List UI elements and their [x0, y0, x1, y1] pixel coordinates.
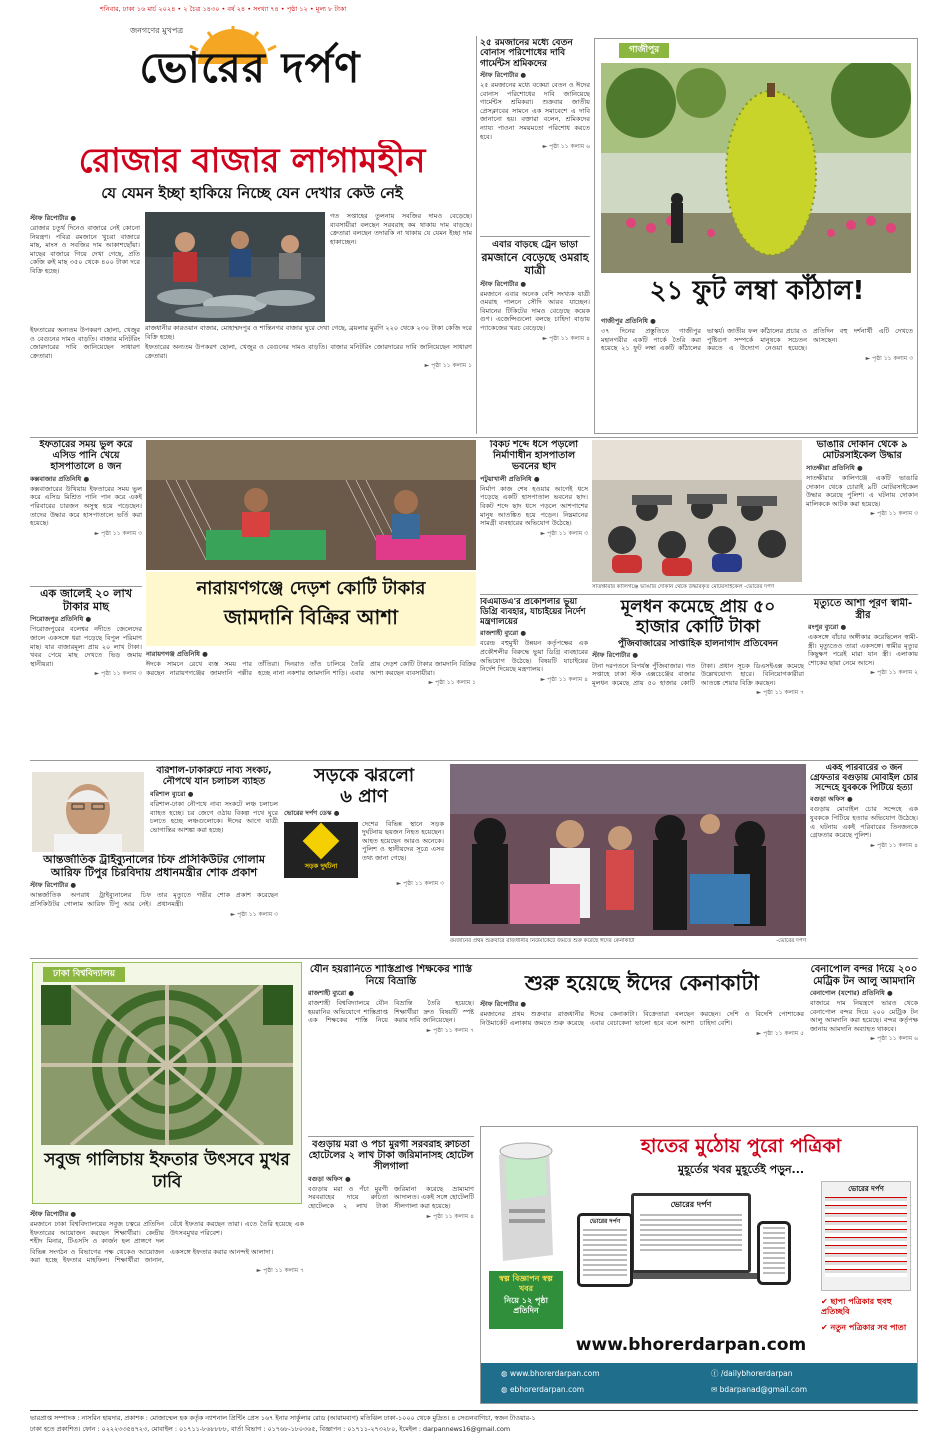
tablet-icon — [577, 1213, 633, 1287]
section-rule — [30, 437, 918, 438]
ad-subhead: মুহূর্তের খবর মুহূর্তেই পড়ুন... — [677, 1163, 805, 1176]
phone-icon — [757, 1221, 791, 1285]
ad-social-fb-text: /dailybhorerdarpan — [720, 1369, 793, 1378]
footer — [30, 1414, 918, 1448]
eid-shop-text: রমজানের প্রথম শুক্রবার রাজধানীর নিউমার্কেট এলাকায় জমতে শুরু করেছে ঈদের কেনাকাটা। বিক্রেতারা বলছেন এবার বেচাকেনা ভালো হবে বলে আশা করছেন। দেশি ও বিদেশি পোশাকের চাহিদা বেশি। — [480, 1010, 804, 1027]
lead-text-1: রোজার চতুর্থ দিনেও বাজারে নেই কোনো নিয়ন্ত্রণ। পবিত্র রমজানে খুচরা বাজারে মাছ, মাংস ও সবজির দাম আকাশছোঁয়া। মাছের বাজারে গিয়ে দেখা গেছে, প্রতি কেজি রুই মাছ ৩৫০ থেকে ৪০০ টাকা দরে বিক্রি হচ্ছে। — [30, 224, 140, 276]
capital-story — [592, 598, 804, 756]
du-body — [30, 1208, 304, 1404]
motorcycle-continued: ► পৃষ্ঠা ১১ কলাম ৩ — [870, 510, 918, 518]
eid-market-caption — [450, 938, 806, 945]
globe-icon: ◍ — [501, 1385, 510, 1394]
eid-market-caption-text: রমজানের প্রথম শুক্রবারে রাজধানীর নিউমার্কেটে জমতে শুরু করেছে ঈদের কেনাকাটা — [450, 938, 635, 944]
laptop-screen-lines — [640, 1214, 742, 1254]
potato-continued: ► পৃষ্ঠা ১১ কলাম ৬ — [870, 1035, 918, 1043]
lead-subhead — [30, 184, 474, 208]
lead-headline-text: রোজার বাজার লাগামহীন — [78, 141, 426, 181]
mobile-story — [810, 764, 918, 954]
tipu-headline: আন্তর্জাতিক ট্রাইব্যুনালের চিফ প্রসিকিউটর গোলাম আরিফ টিপুর চিরবিদায় প্রধানমন্ত্রীর শোক প্রকাশ — [43, 854, 265, 879]
stacked-paper — [821, 1181, 911, 1291]
du-tag: ঢাকা বিশ্ববিদ্যালয় — [43, 967, 125, 982]
section-rule — [30, 760, 918, 761]
lead-col-3 — [330, 212, 472, 322]
footer-rule — [30, 1410, 918, 1411]
barishal-story — [150, 766, 278, 854]
ad-social-fb[interactable] — [711, 1369, 793, 1378]
laptop-icon — [631, 1193, 751, 1273]
du-headline: সবুজ গালিচায় ইফতার উৎসবে মুখর ঢাবি — [44, 1150, 290, 1193]
ad-social-mail[interactable] — [711, 1385, 807, 1394]
bmdc-headline: বিএমডিএ'র প্রকৌশলীর ভুয়া ডিগ্রি ব্যবহার, যাচাইয়ের নির্দেশ মন্ত্রণালয়ের — [480, 598, 586, 627]
salary-story — [480, 38, 590, 234]
jackfruit-body — [601, 315, 913, 429]
couple-continued: ► পৃষ্ঠা ১১ কলাম ২ — [870, 669, 918, 677]
tipu-portrait — [32, 772, 144, 852]
stacked-paper-lines — [825, 1197, 907, 1277]
eid-shop-headline: শুরু হয়েছে ঈদের কেনাকাটা — [524, 971, 759, 995]
couple-text: একসঙ্গে বাঁচার অঙ্গীকার করেছিলেন স্বামী-স্ত্রী। মৃত্যুতেও তারা একসঙ্গে। স্বামীর মৃত্যুর কিছুক্ষণ পরেই মারা যান স্ত্রী। এলাকায় শোকের ছায়া নেমে আসে। — [808, 633, 918, 667]
motorcycles-photo — [592, 440, 802, 582]
ad-bullet-1 — [821, 1297, 913, 1317]
accident-headline-1: সড়কে ঝরলো — [313, 766, 415, 786]
accident-headline-2: ৬ প্রাণ — [340, 785, 388, 807]
couple-headline: মৃত্যুতে আশা পূরণ স্বামী-স্ত্রীর — [813, 598, 913, 621]
jamdani-weavers-photo — [146, 440, 476, 570]
du-text-2: বিভিন্ন সংগঠন ও বিভাগের পক্ষ থেকেও আয়োজন করা হচ্ছে ইফতার মাহফিল। শিক্ষার্থীরা জানান, একসঙ্গে ইফতার করার আনন্দই আলাদা। — [30, 1247, 274, 1265]
iftar-sick-story — [30, 440, 142, 584]
jackfruit-box — [594, 38, 918, 434]
ad-devices — [571, 1183, 811, 1313]
ad-bullet-2-text: নতুন পত্রিকার সব পাতা — [830, 1323, 907, 1332]
jamdani-byline: নারায়ণগঞ্জ প্রতিনিধি ● — [146, 650, 208, 658]
bmdc-story — [480, 598, 588, 756]
motorcycle-byline: সাতক্ষীরা প্রতিনিধি ● — [806, 463, 863, 472]
mobile-continued: ► পৃষ্ঠা ১১ কলাম ৪ — [870, 841, 918, 849]
teacher-continued: ► পৃষ্ঠা ১১ কলাম ৭ — [426, 1026, 474, 1034]
capital-subhead: পুঁজিবাজারের সাপ্তাহিক হালনাগাদ প্রতিবেদন — [617, 639, 779, 650]
eid-market-photo — [450, 764, 806, 936]
train-headline-2: রমজানে বেড়েছে ওমরাহ যাত্রী — [481, 251, 589, 277]
tick-icon: ✔ — [821, 1323, 831, 1332]
hotel-story — [308, 1140, 474, 1404]
lead-byline: স্টাফ রিপোর্টার ● — [30, 214, 77, 222]
lead-text-2: গত সপ্তাহের তুলনায় সবজির দামও বেড়েছে। ব্যবসায়ীরা বলছেন সরবরাহ কম থাকায় দাম বাড়ছে। ক্রেতারা বলছেন তদারকি না থাকায় যে যেমন ইচ্ছা দাম হাকাচ্ছেন। — [330, 212, 472, 246]
teacher-headline: যৌন হয়রানিতে শাস্তিপ্রাপ্ত শিক্ষকের শাস্তি নিয়ে বিভ্রান্তি — [309, 964, 473, 987]
lead-text-3: রাজধানীর কারওয়ান বাজার, মোহাম্মদপুর ও শান্তিনগর বাজার ঘুরে দেখা গেছে, ব্রয়লার মুরগি ২২০ থেকে ২৩০ টাকা কেজি দরে বিক্রি হচ্ছে। — [145, 324, 472, 341]
jamdani-text: ঈদকে সামনে রেখে ব্যস্ত সময় পার করছেন নারায়ণগঞ্জের জামদানি পল্লীর তাঁতিরা। দিনরাত তাঁত চালিয়ে তৈরি হচ্ছে নানা নকশার জামদানি শাড়ি। এবার প্রায় দেড়শ কোটি টাকার জামদানি বিক্রির আশা করছেন ব্যবসায়ীরা। — [146, 660, 476, 677]
train-headline-1: এবার বাড়ছে ট্রেন ভাড়া — [492, 240, 578, 250]
lead-continued: ► পৃষ্ঠা ১১ কলাম ১ — [424, 362, 472, 370]
mail-icon: ✉ — [711, 1385, 720, 1394]
hospital-text: নির্মাণ কাজ শেষ হওয়ার আগেই ধসে পড়েছে একটি হাসপাতাল ভবনের ছাদ। বিকট শব্দে ছাদ ধসে পড়লে আশপাশের মানুষ আতঙ্কিত হয়ে পড়েন। নিম্নমানের সামগ্রী ব্যবহারের অভিযোগ উঠেছে। — [480, 484, 588, 528]
mobile-byline: বগুড়া অফিস ● — [810, 795, 853, 804]
hotel-continued: ► পৃষ্ঠা ১১ কলাম ৪ — [426, 1212, 474, 1220]
couple-story — [808, 598, 918, 756]
lead-col-1b — [30, 326, 140, 434]
divider — [308, 1136, 474, 1137]
divider — [480, 236, 590, 237]
tipu-story — [30, 854, 278, 954]
motorcycle-headline: ভাঙারি দোকান থেকে ৯ মোটরসাইকেল উদ্ধার — [816, 440, 908, 461]
train-byline: স্টাফ রিপোর্টার ● — [480, 279, 527, 288]
footer-line-2: ঢাকা হতে প্রকাশিত। ফোন : ০২২২৩৩৫৪৭২৩, মোবাইল : ০১৭১১-৮৬৮৮৮৮, বার্তা বিভাগ : ০১৭৬৮-১৮০৩৬৫, বিজ্ঞাপন : ০১৭১১-২৭৩২৮০, ইমেইল : darpannews16@gmail.com — [30, 1425, 511, 1433]
accident-text: দেশের বিভিন্ন স্থানে সড়ক দুর্ঘটনায় ছয়জন নিহত হয়েছেন। আহত হয়েছেন আরও অনেকে। পুলিশ ও স্থানীয়দের সূত্রে এসব তথ্য জানা গেছে। — [362, 819, 444, 862]
jackfruit-tag: গাজীপুর — [619, 43, 669, 58]
fish-continued: ► পৃষ্ঠা ১১ কলাম ৩ — [94, 670, 142, 678]
barishal-headline: বরিশাল-ঢাকারুটে নাব্য সংকট, নৌপথে যান চলাচল ব্যাহত — [156, 766, 272, 787]
accident-graphic — [284, 822, 358, 878]
lead-subhead-text: যে যেমন ইচ্ছা হাকিয়ে নিচ্ছে যেন দেখার কেউ নেই — [101, 184, 403, 202]
tipu-continued: ► পৃষ্ঠা ১১ কলাম ৩ — [230, 910, 278, 918]
masthead-title: ভোরের দর্পণ — [139, 43, 361, 92]
ad-social-web-text: www.bhorerdarpan.com — [509, 1369, 600, 1378]
eid-shop-continued: ► পৃষ্ঠা ১১ কলাম ৫ — [756, 1029, 804, 1037]
facebook-icon: ⓕ — [711, 1369, 721, 1378]
masthead — [30, 2, 470, 102]
teacher-text: রাজশাহী বিশ্ববিদ্যালয়ে যৌন হয়রানির অভিযোগে শাস্তিপ্রাপ্ত এক শিক্ষকের শাস্তি নিয়ে বিভ্রান্তি তৈরি হয়েছে। শিক্ষার্থীরা দ্রুত বিষয়টি স্পষ্ট করার দাবি জানিয়েছেন। — [308, 999, 474, 1025]
laptop-base-icon — [619, 1273, 763, 1279]
hospital-headline: বিকট শব্দে ধসে পড়লো নির্মাণাধীন হাসপাতাল ভবনের ছাদ — [489, 440, 579, 472]
potato-text: বাজারে দাম নিয়ন্ত্রণে ভারত থেকে বেনাপোল বন্দর দিয়ে ২০০ মেট্রিক টন আলু আমদানি করা হয়েছে। বন্দর কর্তৃপক্ষ জানায় আমদানি অব্যাহত থাকবে। — [810, 999, 918, 1033]
column-rule — [476, 36, 477, 434]
jamdani-headline-2: জামদানি বিক্রির আশা — [224, 604, 398, 629]
jackfruit-continued: ► পৃষ্ঠা ১১ কলাম ৩ — [865, 354, 913, 362]
tick-icon: ✔ — [821, 1297, 831, 1306]
laptop-paper-title: ভোরের দর্পণ — [670, 1200, 712, 1209]
motorcycle-text: সাতক্ষীরার কালিগঞ্জে একটি ভাঙারি দোকান থেকে চোরাই ৯টি মোটরসাইকেল উদ্ধার করেছে পুলিশ। এ ঘটনায় দোকান মালিককে আটক করা হয়েছে। — [806, 473, 918, 508]
du-continued: ► পৃষ্ঠা ১১ কলাম ৭ — [256, 1267, 304, 1275]
ad-social-epaper[interactable] — [501, 1385, 584, 1394]
capital-byline: স্টাফ রিপোর্টার ● — [592, 651, 639, 660]
fish-headline: এক জালেই ২০ লাখ টাকার মাছ — [40, 588, 132, 613]
divider — [480, 594, 918, 595]
jamdani-continued: ► পৃষ্ঠা ১১ কলাম ১ — [428, 679, 476, 687]
stacked-paper-title: ভোরের দর্পণ — [848, 1185, 884, 1193]
du-box — [32, 962, 302, 1204]
train-story — [480, 240, 590, 434]
teacher-story — [308, 964, 474, 1134]
ad-badge — [489, 1271, 563, 1329]
du-text: রমজানে ঢাকা বিশ্ববিদ্যালয়ের সবুজ চত্বরে প্রতিদিন ইফতারের আয়োজন করছেন শিক্ষার্থীরা। কেন্দ্রীয় শহীদ মিনার, টিএসসি ও কার্জন হল প্রাঙ্গণে দল বেঁধে ইফতার করছেন তারা। এতে তৈরি হয়েছে এক উৎসবমুখর পরিবেশ। — [30, 1220, 304, 1246]
lead-text-1b: ইফতারের অন্যতম উপকরণ ছোলা, খেজুর ও বেগুনের দামও বাড়তি। বাজার মনিটরিং জোরদারের দাবি জানিয়েছেন সাধারণ ক্রেতারা। — [30, 326, 140, 360]
jackfruit-byline: গাজীপুর প্রতিনিধি ● — [601, 317, 656, 325]
iftar-sick-byline: কক্সবাজার প্রতিনিধি ● — [30, 474, 90, 483]
capital-headline-1: মূলধন কমেছে প্রায় ৫০ — [620, 598, 776, 617]
salary-headline: ২৫ রমজানের মধ্যে বেতন বোনাস পরিশোধের দাবি গার্মেন্টস শ্রমিকদের — [480, 38, 573, 69]
accident-continued: ► পৃষ্ঠা ১১ কলাম ৩ — [396, 879, 444, 887]
jamdani-headline-1: নারায়ণগঞ্জে দেড়শ কোটি টাকার — [196, 578, 426, 599]
capital-headline-2: হাজার কোটি টাকা — [635, 616, 761, 637]
accident-story — [284, 766, 444, 956]
phone-screen-lines — [763, 1227, 785, 1275]
warning-icon — [303, 822, 340, 859]
bmdc-continued: ► পৃষ্ঠা ১১ কলাম ৪ — [540, 675, 588, 683]
hospital-story — [480, 440, 588, 592]
teacher-byline: রাজশাহী ব্যুরো ● — [308, 989, 355, 997]
bmdc-text: বরেন্দ্র বহুমুখী উন্নয়ন কর্তৃপক্ষের এক প্রকৌশলীর বিরুদ্ধে ভুয়া ডিগ্রি ব্যবহারের অভিযোগ উঠেছে। বিষয়টি যাচাইয়ের নির্দেশ দিয়েছে মন্ত্রণালয়। — [480, 639, 588, 674]
ad-social-mail-text: bdarpanad@gmail.com — [719, 1385, 808, 1394]
fish-market-photo — [145, 212, 325, 322]
du-garden-photo — [41, 985, 293, 1145]
barishal-text: বরিশাল-ঢাকা নৌপথে নাব্য সংকটে লঞ্চ চলাচল ব্যাহত হচ্ছে। চর জেগে ওঠায় বিকল্প পথে ঘুরে চলতে হচ্ছে লঞ্চগুলোকে। ঈদের আগে যাত্রী ভোগান্তির আশঙ্কা করা হচ্ছে। — [150, 799, 278, 834]
rolled-paper-icon — [489, 1135, 563, 1265]
capital-text: টানা দরপতনে বিপর্যস্ত পুঁজিবাজার। গত সপ্তাহে ঢাকা স্টক এক্সচেঞ্জের বাজার মূলধন কমেছে প্রায় ৫০ হাজার কোটি টাকা। প্রধান সূচক ডিএসইএক্স কমেছে উল্লেখযোগ্য হারে। বিনিয়োগকারীরা আতঙ্কে শেয়ার বিক্রি করছেন। — [592, 661, 804, 687]
tipu-byline: স্টাফ রিপোর্টার ● — [30, 881, 77, 890]
mobile-headline: একই পরিবারের ৩ জন গ্রেফতার বগুড়ায় মোবাইল চোর সন্দেহে যুবককে পিটিয়ে হত্যা — [810, 764, 918, 793]
hotel-headline: বগুড়ায় মরা ও পঁচা মুরগী সরবরাহ রুচিতা হোটেলের ২ লাখ টাকা জরিমানাসহ হোটেল সীলগালা — [308, 1140, 474, 1172]
eid-market-credit: -ভোরের দর্পণ — [776, 938, 806, 944]
barishal-byline: বরিশাল ব্যুরো ● — [150, 789, 194, 798]
ad-url[interactable]: www.bhorerdarpan.com — [575, 1335, 807, 1355]
accident-byline: ভোরের দর্পণ ডেস্ক ● — [284, 809, 340, 818]
jackfruit-headline: ২১ ফুট লম্বা কাঁঠাল! — [649, 276, 865, 306]
iftar-sick-headline: ইফতারের সময় ভুল করে এসিড পানি খেয়ে হাসপাতালে ৪ জন — [39, 440, 133, 472]
hotel-byline: বগুড়া অফিস ● — [308, 1174, 351, 1183]
fish-text: পিরোজপুরের বলেশ্বর নদীতে জেলেদের জালে একসঙ্গে ধরা পড়েছে বিপুল পরিমাণ মাছ। যার বাজারমূল্য প্রায় ২০ লাখ টাকা। খবর পেয়ে মাছ দেখতে ভিড় জমায় স্থানীয়রা। — [30, 625, 142, 668]
accident-badge: সড়ক দুর্ঘটনা — [304, 861, 338, 870]
eid-shop-story — [480, 964, 804, 1116]
salary-byline: স্টাফ রিপোর্টার ● — [480, 71, 527, 80]
section-rule — [30, 958, 918, 959]
mobile-text: বগুড়ায় মোবাইল চোর সন্দেহে এক যুবককে পিটিয়ে হত্যার অভিযোগ উঠেছে। এ ঘটনায় একই পরিবারের তিনজনকে গ্রেফতার করেছে পুলিশ। — [810, 805, 918, 840]
lead-col-1 — [30, 212, 140, 324]
ad-social-bar — [481, 1363, 917, 1403]
jackfruit-text: ৩৭ দিনের প্রস্তুতিতে গাজীপুর মহানগরীর একটি পার্কে তৈরি করা হয়েছে ২১ ফুট লম্বা একটি কাঁঠালের ভাস্কর্য। জাতীয় ফল কাঁঠালের প্রচার ও পুষ্টিগুণ সম্পর্কে মানুষকে সচেতন করতে এ উদ্যোগ নেওয়া হয়েছে। প্রতিদিন বহু দর্শনার্থী এটি দেখতে আসছেন। — [601, 327, 913, 353]
ad-bullet-1-text: ছাপা পত্রিকার হুবহু প্রতিচ্ছবি — [821, 1297, 892, 1316]
globe-icon: ◍ — [501, 1369, 510, 1378]
du-byline: স্টাফ রিপোর্টার ● — [30, 1210, 77, 1218]
tagline: জনগণের মুখপত্র — [130, 26, 184, 35]
ad-papers-stack — [821, 1181, 911, 1291]
bmdc-byline: রাজশাহী ব্যুরো ● — [480, 629, 527, 638]
potato-headline: বেনাপোল বন্দর দিয়ে ২০০ মেট্রিক টন আলু আমদানি — [810, 964, 918, 987]
lead-bottom — [145, 324, 472, 434]
jamdani-headline-box — [146, 572, 476, 646]
train-continued: ► পৃষ্ঠা ১১ কলাম ৪ — [542, 334, 590, 342]
epaper-ad — [480, 1126, 918, 1404]
divider — [30, 586, 142, 587]
lead-headline — [30, 140, 474, 182]
ad-badge-2: নিয়ে ১২ পৃষ্ঠা প্রতিদিন — [504, 1296, 548, 1315]
salary-continued: ► পৃষ্ঠা ১১ কলাম ৬ — [542, 143, 590, 151]
tipu-text: আন্তর্জাতিক অপরাধ ট্রাইব্যুনালের চিফ প্রসিকিউটর গোলাম আরিফ টিপু আর নেই। তার মৃত্যুতে গভীর শোক প্রকাশ করেছেন প্রধানমন্ত্রী। — [30, 891, 278, 908]
lead-text-4: ইফতারের অন্যতম উপকরণ ছোলা, খেজুর ও বেগুনের দামও বাড়তি। বাজার মনিটরিং জোরদারের দাবি জানিয়েছেন সাধারণ ক্রেতারা। — [145, 343, 472, 360]
couple-byline: রংপুর ব্যুরো ● — [808, 623, 847, 631]
motorcycle-caption: সাতক্ষীরার কালিগঞ্জে ভাঙারি দোকান থেকে উদ্ধারকৃত মোটরসাইকেল -ভোরের দর্পণ — [592, 584, 775, 590]
potato-story — [810, 964, 918, 1116]
hospital-byline: পটুয়াখালী প্রতিনিধি ● — [480, 474, 540, 483]
iftar-sick-continued: ► পৃষ্ঠা ১১ কলাম ৩ — [94, 529, 142, 537]
hospital-continued: ► পৃষ্ঠা ১১ কলাম ৩ — [540, 529, 588, 537]
train-text: রমজানে এবার অনেক বেশি সংখ্যক যাত্রী ওমরাহ পালনে সৌদি আরব যাচ্ছেন। বিমানের টিকিটের দামও বেড়েছে কয়েক গুণ। এজেন্সিগুলো বলছে চাহিদা বাড়ায় প্যাকেজের খরচ বেড়েছে। — [480, 289, 590, 333]
ad-bullet-2 — [821, 1323, 913, 1333]
hotel-text: বগুড়ায় মরা ও পঁচা মুরগী সরবরাহের দায়ে রুচিতা হোটেলকে ২ লাখ টাকা জরিমানা করেছে ভ্রাম্যমাণ আদালত। একই সঙ্গে হোটেলটি সীলগালা করা হয়েছে। — [308, 1184, 474, 1211]
dateline: শনিবার, ঢাকা ১৬ মার্চ ২০২৪ • ২ চৈত্র ১৪৩০ • বর্ষ ২৪ • সংখ্যা ৭৪ • পৃষ্ঠা ১২ • মূল্য ৮ টাকা — [100, 5, 347, 13]
potato-byline: বেনাপোল (যশোর) প্রতিনিধি ● — [810, 989, 893, 997]
salary-text: ২৫ রমজানের মধ্যে বকেয়া বেতন ও ঈদের বোনাস পরিশোধের দাবি জানিয়েছে গার্মেন্টস শ্রমিকরা। শুক্রবার জাতীয় প্রেসক্লাবের সামনে এক সমাবেশে এ দাবি জানানো হয়। বক্তারা বলেন, শ্রমিকদের ন্যায্য পাওনা সময়মতো পরিশোধ করতে হবে। — [480, 81, 590, 141]
fish-byline: পিরোজপুর প্রতিনিধি ● — [30, 615, 92, 624]
ad-badge-1: স্বল্প বিজ্ঞাপন স্বল্প খবর — [499, 1274, 553, 1293]
eid-shop-byline: স্টাফ রিপোর্টার ● — [480, 1000, 527, 1009]
jackfruit-photo — [601, 63, 911, 273]
jamdani-body — [146, 648, 476, 756]
tablet-paper-title: ভোরের দর্পণ — [589, 1218, 621, 1225]
ad-social-epaper-text: ebhorerdarpan.com — [509, 1385, 585, 1394]
footer-line-1: ভারপ্রাপ্ত সম্পাদক : নাসরিন হায়দার, প্রকাশক : মোজাম্মেল হক কর্তৃক ন্যাশনাল প্রিন্টিং প্রেস ১৬৭ ইনার সার্কুলার রোড (আরামবাগ) মতিঝিল ঢাকা-১০০০ থেকে মুদ্রিত। ৪ সেগুনবাগিচা, স্বজন টাওয়ার-১ — [30, 1414, 536, 1422]
fish-story — [30, 588, 142, 758]
ad-social-web[interactable] — [501, 1369, 600, 1378]
tablet-screen-lines — [583, 1229, 627, 1277]
iftar-sick-text: কক্সবাজারের উখিয়ায় ইফতারের সময় ভুল করে এসিড মিশ্রিত পানি পান করে একই পরিবারের চারজন অসুস্থ হয়ে পড়েছেন। তাদের উদ্ধার করে হাসপাতালে ভর্তি করা হয়েছে। — [30, 484, 142, 528]
ad-headline: হাতের মুঠোয় পুরো পত্রিকা — [640, 1135, 842, 1157]
motorcycle-story — [806, 440, 918, 592]
capital-continued: ► পৃষ্ঠা ১১ কলাম ৭ — [756, 689, 804, 697]
